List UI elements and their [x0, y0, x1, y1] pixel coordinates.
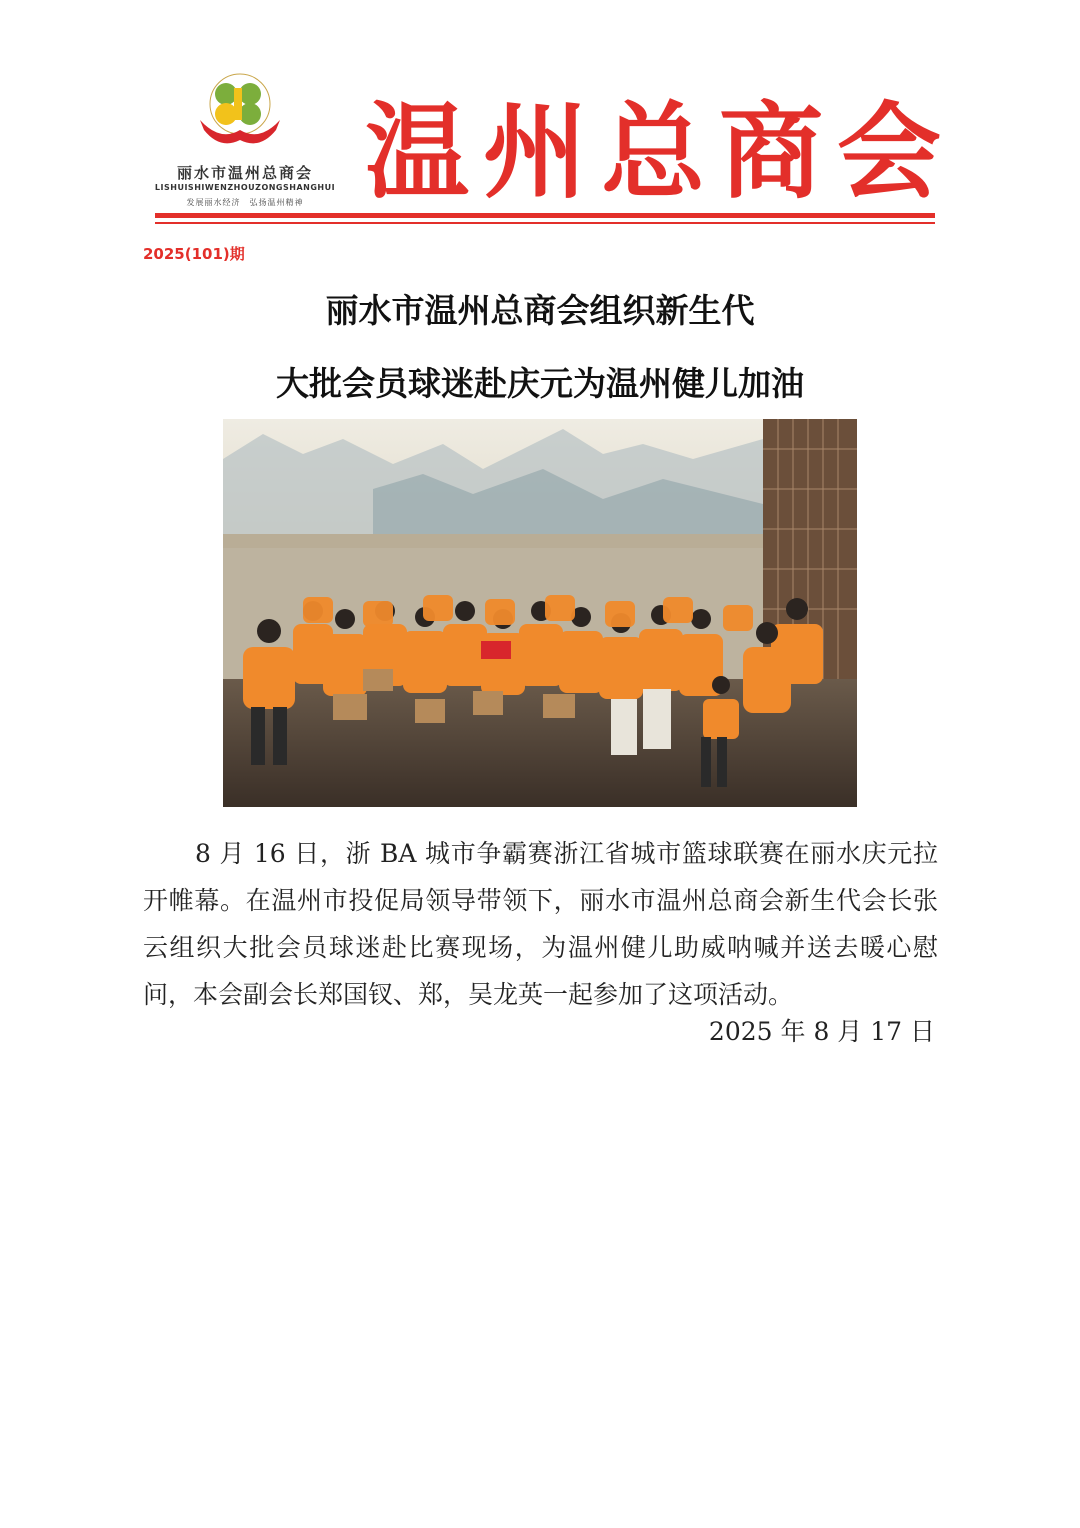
org-logo-block — [150, 70, 340, 210]
header-rule-thin — [155, 222, 935, 224]
issue-number: 2025(101)期 — [143, 245, 245, 263]
headline-line-2: 大批会员球迷赴庆元为温州健儿加油 — [276, 364, 804, 403]
article-body: 8 月 16 日，浙 BA 城市争霸赛浙江省城市篮球联赛在丽水庆元拉开帷幕。在温州市投促局领导带领下，丽水市温州总商会新生代会长张云组织大批会员球迷赴比赛现场，为温州健儿助威呐喊并送去暖心慰问，本会副会长郑国钗、郑，吴龙英一起参加了这项活动。 — [143, 839, 938, 1009]
org-slogan: 发展丽水经济 弘扬温州精神 — [186, 198, 304, 207]
headline-line-1: 丽水市温州总商会组织新生代 — [325, 291, 755, 330]
masthead-title: 温州总商会 — [365, 90, 956, 213]
org-emblem-icon — [190, 70, 290, 150]
group-photo — [223, 419, 857, 807]
article-date: 2025 年 8 月 17 日 — [708, 1017, 935, 1046]
org-name-cn: 丽水市温州总商会 — [176, 164, 313, 182]
org-name-en: LISHUISHIWENZHOUZONGSHANGHUI — [154, 183, 336, 192]
header-rule-thick — [155, 213, 935, 218]
